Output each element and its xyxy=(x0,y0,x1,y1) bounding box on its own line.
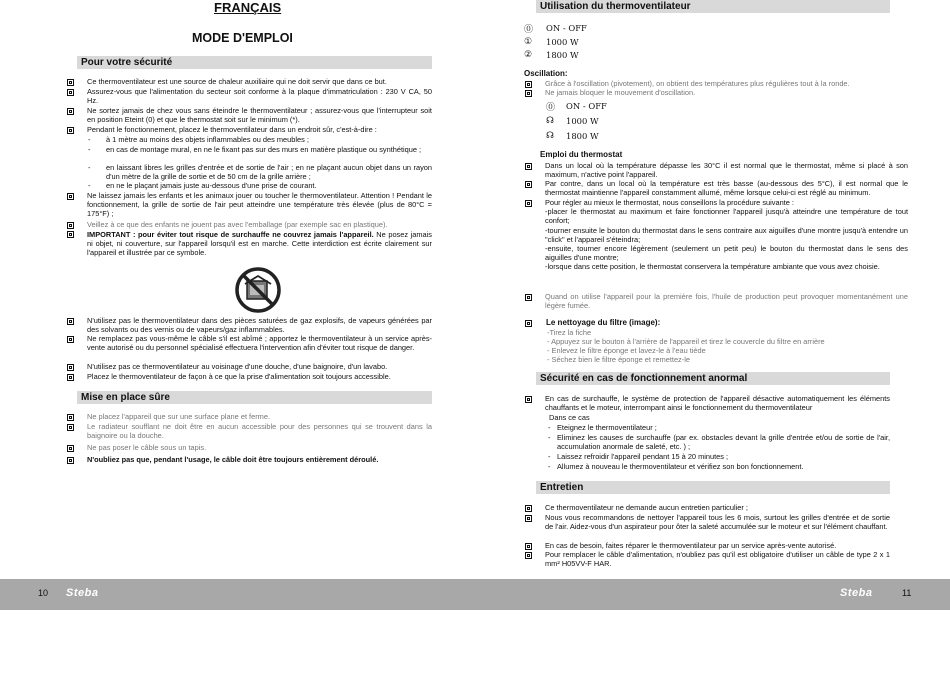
list-subitem: en ne le plaçant jamais juste au-dessous d'une prise de courant. xyxy=(106,181,317,190)
list-subitem: en cas de montage mural, en ne le fixant pas sur des murs en matière plastique ou synthétique ; xyxy=(106,145,422,154)
page-title: MODE D'EMPLOI xyxy=(192,31,293,45)
mode-label: 1000 W xyxy=(546,37,579,47)
section-heading-abnormal: Sécurité en cas de fonctionnement anormal xyxy=(536,372,890,385)
checkbox-icon xyxy=(67,89,74,96)
filter-step: - Appuyez sur le bouton à l'arrière de l'appareil et tirez le couvercle du filtre en arrière xyxy=(547,337,825,346)
list-subitem: en laissant libres les grilles d'entrée et de sortie de l'air ; en ne plaçant aucun objet dans un rayon d'un mètre de la grille de sortie et de 50 cm de la grille arrière ; xyxy=(106,163,432,182)
list-item: Ne placez l'appareil que sur une surface plane et ferme. xyxy=(87,412,270,421)
filter-step: -Tirez la fiche xyxy=(547,328,592,337)
procedure-step: -lorsque dans cette position, le thermostat conservera la température ambiante que vous avez choisie. xyxy=(545,262,880,271)
filter-title: Le nettoyage du filtre (image): xyxy=(546,318,661,327)
checkbox-icon xyxy=(525,543,532,550)
list-item xyxy=(87,230,432,258)
checkbox-icon xyxy=(67,108,74,115)
checkbox-icon xyxy=(67,127,74,134)
procedure-step: Laissez refroidir l'appareil pendant 15 à 20 minutes ; xyxy=(557,452,729,461)
checkbox-icon xyxy=(67,318,74,325)
page-number-right: 11 xyxy=(902,588,912,598)
checkbox-icon xyxy=(67,374,74,381)
checkbox-icon xyxy=(525,515,532,522)
dash-marker: - xyxy=(88,135,91,144)
checkbox-icon xyxy=(525,320,532,327)
brand-logo-right: Steba xyxy=(840,587,873,599)
list-item: Assurez-vous que l'alimentation du secteur soit conforme à la plaque d'immatriculation : 230 V CA, 50 Hz. xyxy=(87,87,432,106)
page-number-left: 10 xyxy=(38,588,49,598)
mode-label: 1800 W xyxy=(566,131,599,141)
thermostat-title: Emploi du thermostat xyxy=(540,150,623,159)
checkbox-icon xyxy=(67,445,74,452)
list-item: Dans un local où la température dépasse les 30°C il est normal que le thermostat, même si placé à son maximum, n'active point l'appareil. xyxy=(545,161,908,180)
checkbox-icon xyxy=(525,81,532,88)
filter-step: - Enlevez le filtre éponge et lavez-le à l'eau tiède xyxy=(547,346,706,355)
checkbox-icon xyxy=(525,90,532,97)
checkbox-icon xyxy=(67,457,74,464)
checkbox-icon xyxy=(525,552,532,559)
dash-marker: - xyxy=(548,423,551,432)
list-item: Ne sortez jamais de chez vous sans éteindre le thermoventilateur ; assurez-vous que l'interrupteur soit en position Eteint (0) et que le thermostat soit sur le minimum (*). xyxy=(87,106,432,125)
oscillation-high-icon: ☊ xyxy=(546,130,554,140)
checkbox-icon xyxy=(525,181,532,188)
list-item: N'oubliez pas que, pendant l'usage, le câble doit être toujours entièrement déroulé. xyxy=(87,455,379,464)
mode-label: ON - OFF xyxy=(566,101,607,111)
language-heading: FRANÇAIS xyxy=(214,0,282,15)
list-item: Placez le thermoventilateur de façon à ce que la prise d'alimentation soit toujours accessible. xyxy=(87,372,391,381)
list-item: Quand on utilise l'appareil pour la première fois, l'huile de production peut provoquer momentanément une légère fumée. xyxy=(545,292,908,311)
dash-marker: - xyxy=(548,462,551,471)
mode-label: 1000 W xyxy=(566,116,599,126)
section-heading-maintenance: Entretien xyxy=(536,481,890,494)
list-item: Pour remplacer le câble d'alimentation, n'oubliez pas qu'il est obligatoire d'utiliser un câble de type 2 x 1 mm² H05VV-F HAR. xyxy=(545,550,890,569)
checkbox-icon xyxy=(525,163,532,170)
list-item: En cas de surchauffe, le système de protection de l'appareil désactive automatiquement les éléments chauffants et le moteur, interrompant ainsi le fonctionnement du thermoventilateur xyxy=(545,394,890,413)
procedure-step: Allumez à nouveau le thermoventilateur et vérifiez son bon fonctionnement. xyxy=(557,462,804,471)
list-lead: Dans ce cas xyxy=(549,413,590,422)
oscillation-low-icon: ☊ xyxy=(546,115,554,125)
checkbox-icon xyxy=(67,231,74,238)
list-item: Par contre, dans un local où la température est très basse (au-dessous des 5°C), il est normal que le thermostat maintienne l'appareil constamment allumé, même lorsque celui-ci est réglé au minimum. xyxy=(545,179,908,198)
mode-label: ON - OFF xyxy=(546,23,587,33)
checkbox-icon xyxy=(525,200,532,207)
procedure-step: -ensuite, tourner encore légèrement (seulement un petit peu) le bouton du thermostat dans le sens des aiguilles d'une montre; xyxy=(545,244,908,263)
oscillation-title: Oscillation: xyxy=(524,69,568,78)
important-warning-rest: Ne posez jamais ni objet, ni couverture, sur l'appareil lorsqu'il est en marche. Cette interdiction est écrite clairement sur l'appareil et illustrée par ce symbole. xyxy=(87,230,432,258)
list-item: Pour régler au mieux le thermostat, nous conseillons la procédure suivante : xyxy=(545,198,794,207)
checkbox-icon xyxy=(67,414,74,421)
filter-step: - Séchez bien le filtre éponge et remettez-le xyxy=(547,355,690,364)
dash-marker: - xyxy=(88,181,91,190)
list-item: Nous vous recommandons de nettoyer l'appareil tous les 6 mois, surtout les grilles d'entrée et de sortie de l'air. Aidez-vous d'un aspirateur pour ôter la saleté accumulée sur le moteur et sur l'élément chauffant. xyxy=(545,513,890,532)
list-item: En cas de besoin, faites réparer le thermoventilateur par un service après-vente autorisé. xyxy=(545,541,837,550)
section-heading-safety: Pour votre sécurité xyxy=(77,56,432,69)
procedure-step: -tourner ensuite le bouton du thermostat dans le sens contraire aux aiguilles d'une montre jusqu'à entendre un "click" et l'appareil s'éteindra; xyxy=(545,226,908,245)
procedure-step: Eliminez les causes de surchauffe (par ex. obstacles devant la grille d'entrée et/ou de sortie de l'air, accumulation anormale de saleté, etc. ) ; xyxy=(557,433,890,452)
dash-marker: - xyxy=(88,145,91,154)
checkbox-icon xyxy=(67,424,74,431)
list-item: Ne remplacez pas vous-même le câble s'il est abîmé ; apportez le thermoventilateur à un service après-vente autorisé ou du personnel spécialisé effectuera l'intervention afin d'éviter tout risque de danger. xyxy=(87,334,432,353)
brand-logo-left: Steba xyxy=(66,587,99,599)
level-two-icon: ② xyxy=(524,49,533,59)
list-item: Ce thermoventilateur est une source de chaleur auxiliaire qui ne doit servir que dans ce but. xyxy=(87,77,387,86)
footer-bar xyxy=(0,579,950,610)
list-item: Pendant le fonctionnement, placez le thermoventilateur dans un endroit sûr, c'est-à-dire : xyxy=(87,125,377,134)
list-item: Ne laissez jamais les enfants et les animaux jouer ou toucher le thermoventilateur. Attention ! Pendant le fonctionnement, la grille de sortie de l'air peut atteindre une température très élevée (plus de 80°C = 175°F) ; xyxy=(87,191,432,219)
checkbox-icon xyxy=(67,364,74,371)
dash-marker: - xyxy=(548,433,551,442)
oscillation-off-icon: ⓪ xyxy=(546,102,556,112)
checkbox-icon xyxy=(525,294,532,301)
list-item: Ne pas poser le câble sous un tapis. xyxy=(87,443,207,452)
dash-marker: - xyxy=(548,452,551,461)
list-item: Veillez à ce que des enfants ne jouent pas avec l'emballage (par exemple sac en plastique). xyxy=(87,220,388,229)
list-item: Grâce à l'oscillation (pivotement), on obtient des températures plus régulières tout à la ronde. xyxy=(545,79,850,88)
checkbox-icon xyxy=(67,193,74,200)
list-item: Ne jamais bloquer le mouvement d'oscillation. xyxy=(545,88,696,97)
list-item: N'utilisez pas le thermoventilateur dans des pièces saturées de gaz explosifs, de vapeurs générées par des solvants ou des vernis ou de vapeurs/gaz inflammables. xyxy=(87,316,432,335)
checkbox-icon xyxy=(67,222,74,229)
procedure-step: -placer le thermostat au maximum et faire fonctionner l'appareil jusqu'à atteindre une température de tout confort; xyxy=(545,207,908,226)
dash-marker: - xyxy=(88,163,91,172)
list-item: Ce thermoventilateur ne demande aucun entretien particulier ; xyxy=(545,503,748,512)
checkbox-icon xyxy=(525,505,532,512)
section-heading-usage: Utilisation du thermoventilateur xyxy=(536,0,890,13)
mode-label: 1800 W xyxy=(546,50,579,60)
checkbox-icon xyxy=(525,396,532,403)
do-not-cover-icon xyxy=(234,266,282,314)
important-warning: IMPORTANT : pour éviter tout risque de surchauffe ne couvrez jamais l'appareil. xyxy=(87,230,374,239)
checkbox-icon xyxy=(67,79,74,86)
procedure-step: Eteignez le thermoventilateur ; xyxy=(557,423,657,432)
checkbox-icon xyxy=(67,336,74,343)
list-item: Le radiateur soufflant ne doit être en aucun accessible pour des personnes qui se trouvent dans la baignoire ou la douche. xyxy=(87,422,432,441)
list-item: N'utilisez pas ce thermoventilateur au voisinage d'une douche, d'une baignoire, d'un lavabo. xyxy=(87,362,388,371)
level-one-icon: ① xyxy=(524,36,533,46)
power-symbol-icon: ⓪ xyxy=(524,24,534,34)
list-subitem: à 1 mètre au moins des objets inflammables ou des meubles ; xyxy=(106,135,309,144)
section-heading-installation: Mise en place sûre xyxy=(77,391,432,404)
